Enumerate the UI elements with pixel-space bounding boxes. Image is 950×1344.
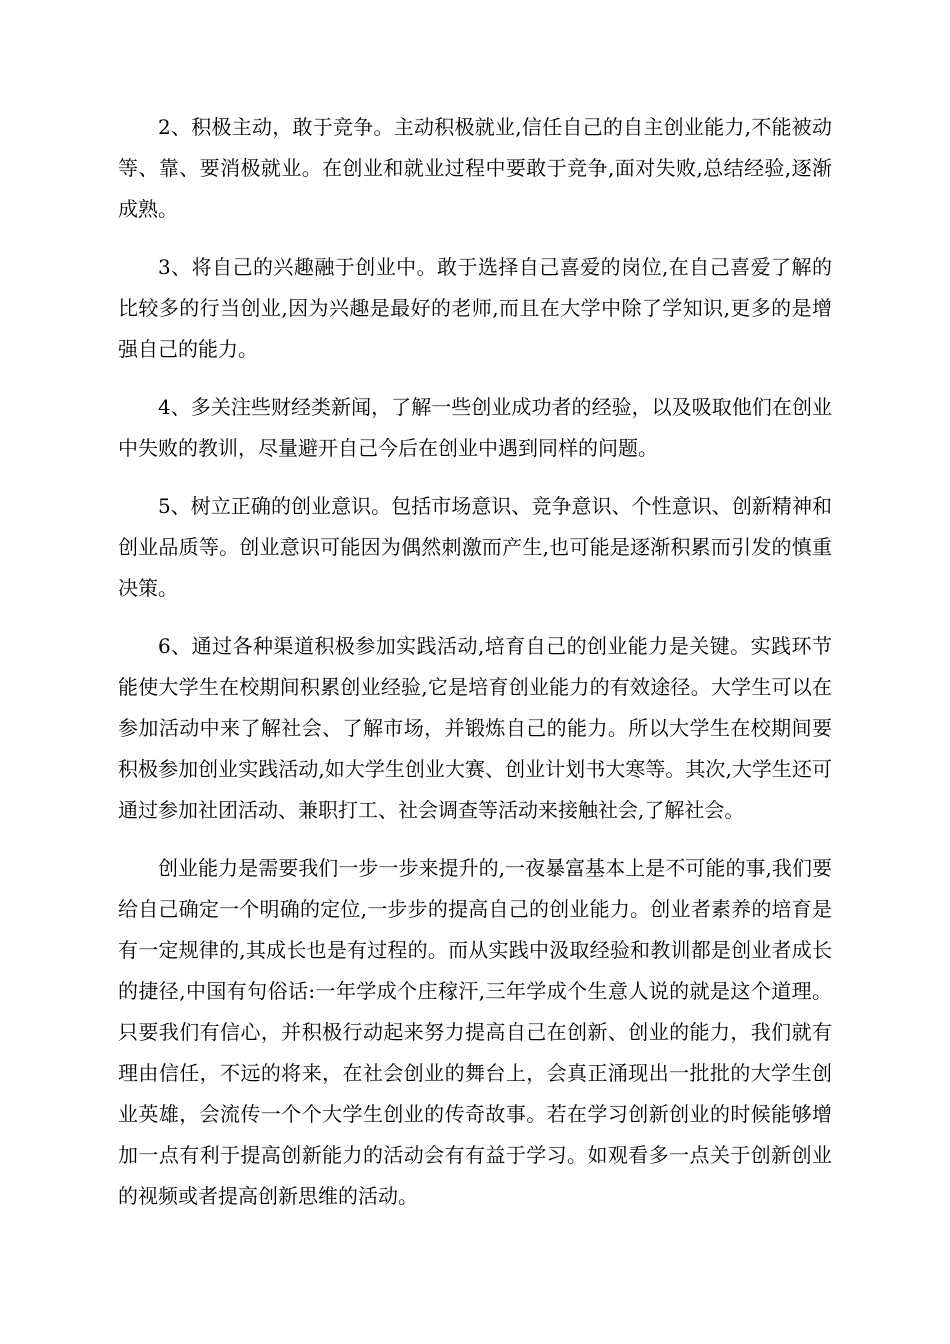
paragraph-conclusion: 创业能力是需要我们一步一步来提升的,一夜暴富基本上是不可能的事,我们要给自己确定一个明确的定位,一步步的提高自己的创业能力。创业者素养的培育是有一定规律的,其成长也是有过程的。而从实践中汲取经验和教训都是创业者成长的捷径,中国有句俗话:一年学成个庄稼汗,三年学成个生意人说的就是这个道理。只要我们有信心，并积极行动起来努力提高自己在创新、创业的能力，我们就有理由信任，不远的将来，在社会创业的舞台上，会真正涌现出一批批的大学生创业英雄，会流传一个个大学生创业的传奇故事。若在学习创新创业的时候能够增加一点有利于提高创新能力的活动会有有益于学习。如观看多一点关于创新创业的视频或者提高创新思维的活动。 xyxy=(118,856,832,1208)
paragraph-item-6: 6、通过各种渠道积极参加实践活动,培育自己的创业能力是关键。实践环节能使大学生在校期间积累创业经验,它是培育创业能力的有效途径。大学生可以在参加活动中来了解社会、了解市场，并锻炼自己的能力。所以大学生在校期间要积极参加创业实践活动,如大学生创业大赛、创业计划书大寒等。其次,大学生还可通过参加社团活动、兼职打工、社会调查等活动来接触社会,了解社会。 xyxy=(118,634,832,822)
paragraph-item-3: 3、将自己的兴趣融于创业中。敢于选择自己喜爱的岗位,在自己喜爱了解的比较多的行当创业,因为兴趣是最好的老师,而且在大学中除了学知识,更多的是增强自己的能力。 xyxy=(118,255,832,361)
paragraph-item-4: 4、多关注些财经类新闻，了解一些创业成功者的经验，以及吸取他们在创业中失败的教训，尽量避开自己今后在创业中遇到同样的问题。 xyxy=(118,395,832,460)
paragraph-item-2: 2、积极主动，敢于竞争。主动积极就业,信任自己的自主创业能力,不能被动等、靠、要消极就业。在创业和就业过程中要敢于竞争,面对失败,总结经验,逐渐成熟。 xyxy=(118,115,832,221)
paragraph-item-5: 5、树立正确的创业意识。包括市场意识、竞争意识、个性意识、创新精神和创业品质等。创业意识可能因为偶然刺激而产生,也可能是逐渐积累而引发的慎重决策。 xyxy=(118,494,832,600)
